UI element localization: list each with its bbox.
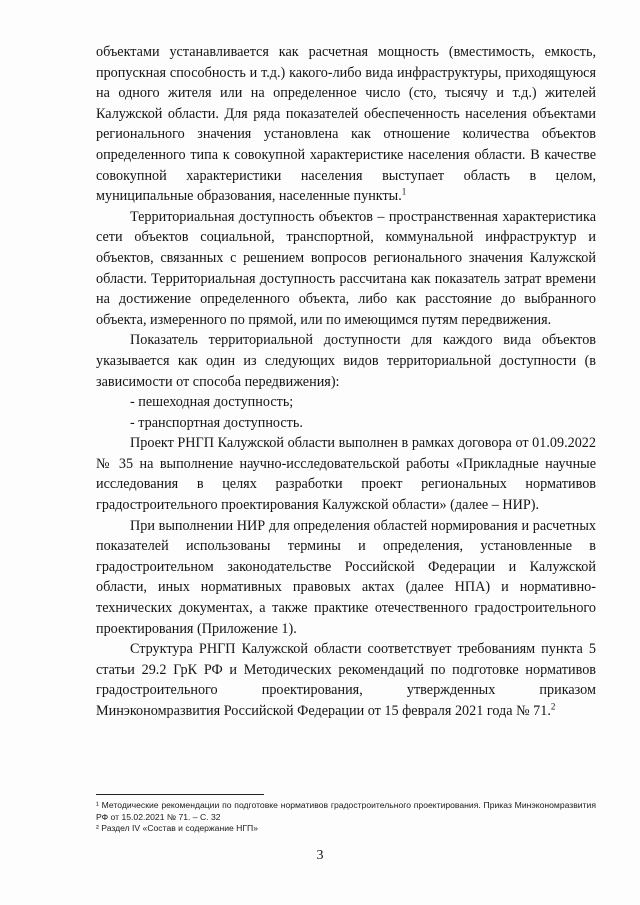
footnote-ref-2[interactable]: 2 <box>550 701 556 712</box>
footnote-1: ¹ Методические рекомендации по подготовке нормативов градостроительного проектирования. Приказ Минэкономразвития РФ от 15.02.2021 № 71. – С. 32 <box>96 800 596 822</box>
paragraph-3: Показатель территориальной доступности для каждого вида объектов указывается как один из следующих видов территориальной доступности (в зависимости от способа передвижения): <box>96 332 596 390</box>
footnote-2: ² Раздел IV «Состав и содержание НГП» <box>96 823 258 833</box>
paragraph-1-text: объектами устанавливается как расчетная мощность (вместимость, емкость, пропускная способность и т.д.) какого-либо вида инфраструктуры, приходящуюся на одного жителя или на определенное число (сто, тысячу и т.д.) жителей Калужской области. Для ряда показателей обеспеченность населения объектами регионального значения установлена как отношение количества объектов определенного типа к совокупной характеристике населения области. В качестве совокупной характеристики населения выступает область в целом, муниципальные образования, населенные пункты. <box>96 44 596 205</box>
paragraph-4: Проект РНГП Калужской области выполнен в рамках договора от 01.09.2022 № 35 на выполнение научно-исследовательской работы «Прикладные научные исследования в целях разработки проект региональных нормативов градостроительного проектирования Калужской области» (далее – НИР). <box>96 435 596 514</box>
footnotes <box>96 800 596 835</box>
paragraph-2: Территориальная доступность объектов – пространственная характеристика сети объектов социальной, транспортной, коммунальной инфраструктур и объектов, связанных с решением вопросов регионального значения Калужской области. Территориальная доступность рассчитана как показатель затрат времени на достижение определенного объекта, либо как расстояние до выбранного объекта, измеренного по прямой, или по имеющимся путям передвижения. <box>96 208 596 328</box>
paragraph-6-text: Структура РНГП Калужской области соответствует требованиям пункта 5 статьи 29.2 ГрК РФ и Методических рекомендаций по подготовке нормативов градостроительного проектирования, утвержденных приказом Минэкономразвития Российской Федерации от 15 февраля 2021 года № 71. <box>96 641 596 719</box>
paragraph-5: При выполнении НИР для определения областей нормирования и расчетных показателей использованы термины и определения, установленные в градостроительном законодательстве Российской Федерации и Калужской области, иных нормативных правовых актах (далее НПА) и нормативно-технических документах, а также практике отечественного градостроительного проектирования (Приложение 1). <box>96 517 596 637</box>
page-number: 3 <box>316 848 324 863</box>
list-item-transport: - транспортная доступность. <box>130 414 303 431</box>
footnote-separator <box>96 794 264 795</box>
body-text <box>96 42 596 722</box>
footnote-ref-1[interactable]: 1 <box>401 186 407 197</box>
paragraph-6 <box>96 639 596 721</box>
paragraph-1 <box>96 42 596 207</box>
list-item-pedestrian: - пешеходная доступность; <box>130 394 294 411</box>
